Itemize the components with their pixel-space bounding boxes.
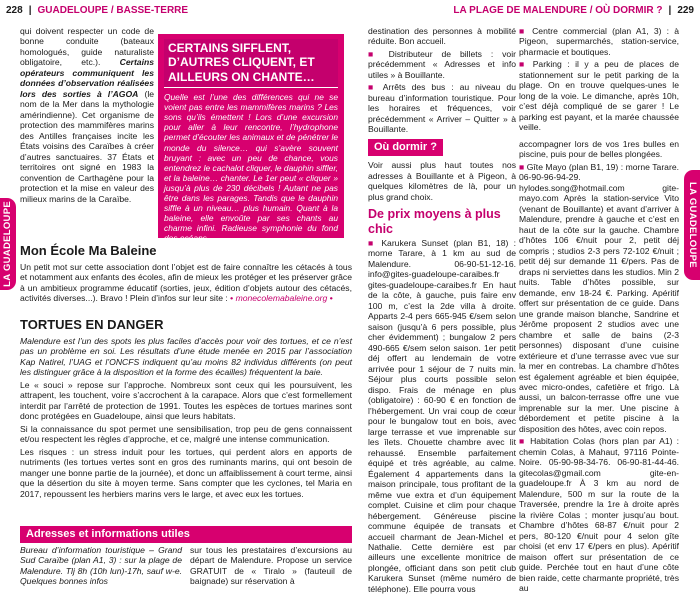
ecole-link[interactable]: monecolemabaleine.org	[235, 293, 328, 304]
right-page-title: LA PLAGE DE MALENDURE / OÙ DORMIR ?	[453, 4, 663, 16]
adresses-columns	[20, 545, 352, 587]
ecole-title: Mon École Ma Baleine	[20, 243, 157, 258]
dormir-intro: Voir aussi plus haut toutes nos adresses à Bouillante et à Pigeon, à quelques kilomètres de là, pour un plus grand choix.	[368, 160, 516, 202]
karukera-entry: ■ Karukera Sunset (plan B1, 18) : morne Tarare, à 1 km au sud de Malendure. 06-90-51-12-16. info@gites-guadeloupe-caraibes.fr gites-guadeloupe-caraibes.fr En haut de la côte, à gauche, puis faire env 100 m, c’est la 2de villa à droite. Apparts 2-4 pers 665-945 €/sem selon saison (jusqu’à 6 pers possible, plus cher évidemment) ; bungalow 2 pers 490-665 €/sem selon saison. 1er petit déj offert au lendemain de votre arrivée pour 1 séjour de 7 nuits min. Séjour plus courts possible selon dispo. Frais de ménage en plus (obligatoire) : 60-90 € en fonction de l’hébergement. Un vrai coup de cœur pour le bungalow tout en bois, avec large terrasse et vue imprenable sur les îlets. Chouette chambre avec lit rehaussé. Ensemble parfaitement équipé et très agréable, au calme. Également 4 appartements dans la maison principale, tous profitant de la même vue extra et d’un équipement complet. Cuisine et clim pour chaque hébergement. Généreuse piscine commune équipée de transats et accueil charmant de Jean-Michel et Nathalie. Cette dernière est par ailleurs une excellente monitrice de plongée, officiant dans son petit club Karukera Sunset (même numéro de téléphone). Elle pourra vous	[368, 237, 516, 594]
tortues-p2: Le « souci » repose sur l’approche. Nombreux sont ceux qui les poursuivent, les attrapent, les touchent, voire s’accrochent à la carapace. Alors que c’est formellement interdit par l’arrêté de protection de 1991. Toutes les espèces de tortues marines sont donc protégées en Guadeloupe, ainsi que leurs habitats.	[20, 379, 352, 422]
box-body: Quelle est l’une des différences qui ne se voient pas entre les mammifères marins ? Les sons qu’ils émettent ! Lors d’une excursion pour aller à leur rencontre, l’hydrophone permet d’écouter les animaux et de pénétrer le monde du silence… qui s’avère souvent bruyant : avec un peu de chance, vous entendrez le cachalot cliquer, le dauphin siffler, et la baleine… chanter. Le 1er peut « cliquer » jusqu’à plus de 230 décibels ! Autant ne pas être dans les parages. Tandis que le dauphin siffle à un niveau… plus humain. Quant à la baleine, elle envoûte par ses chants au charme infini. Radieuse symphonie du fond des océans.	[164, 92, 338, 244]
pmr-text: destination des personnes à mobilité réduite. Bon accueil.	[368, 26, 516, 47]
right-page-header	[453, 0, 694, 22]
left-page-title: GUADELOUPE / BASSE-TERRE	[37, 4, 189, 16]
left-page-header	[6, 0, 188, 22]
dormir-band: Où dormir ?	[368, 139, 443, 156]
left-side-tab: LA GUADELOUPE	[0, 198, 16, 290]
right-side-tab: LA GUADELOUPE	[684, 170, 700, 280]
left-page-number: 228	[6, 4, 23, 16]
intro-text: qui doivent respecter un code de bonne conduite (bateaux homologués, guide naturaliste obligatoire, etc.). Certains opérateurs communiquent les données d’observation réalisées lors des sorties à l’AGOA (le nom de la Mer dans la mythologie amérindienne). Cet organisme de protection des mammifères marins des Antilles françaises incite les États voisins des Caraïbes à créer d’autres sanctuaires. 37 États et territoires ont signé en 1983 la convention de Carthagène pour la protection et la mise en valeur des milieux marins de la Caraïbe.	[20, 26, 155, 204]
right-page-number: 229	[677, 4, 694, 16]
parking-text: ■ Parking : il y a peu de places de stationnement sur le petit parking de la plage. On en trouve quelques-unes le long de la voie. Le dimanche, après 10h, c’est déjà compliqué de se garer ! Le parking est payant, et la marée chaussée veille.	[519, 59, 679, 133]
bus-text: ■ Arrêts des bus : au niveau du bureau d’information touristique. Pour les horaires et fréquences, voir précédemment « Arriver – Quitter » à Bouillante.	[368, 82, 516, 135]
adresses-band: Adresses et informations utiles	[20, 526, 352, 543]
centre-commercial-text: ■ Centre commercial (plan A1, 3) : à Pigeon, supermarchés, station-service, pharmacie et boutiques.	[519, 26, 679, 57]
tortues-p3: Si la connaissance du spot permet une sensibilisation, trop peu de gens connaissent et/ou respectent les règles d’approche, et ce, malgré une intense communication.	[20, 423, 352, 445]
left-column-intro	[20, 26, 154, 236]
tortues-section	[20, 318, 352, 518]
tortues-title: TORTUES EN DANGER	[20, 317, 164, 332]
tortues-p1: Malendure est l’un des spots les plus faciles d’accès pour voir des tortues, et ce n’est pas un problème en soi. Les résultats d’une étude menée en 2015 par l’association Kap Natirel, l’UAG et l’ONCFS indiquent qu’au moins 82 individus différents (on peut les distinguer grâce à la disposition et la forme des écailles) fréquentent la baie.	[20, 335, 352, 378]
dormir-band-wrap	[368, 139, 516, 156]
adresses-right: sur tous les prestataires d’excursions au départ de Malendure. Propose un service GRATUIT de « Tiralo » (fauteuil de baignade) sur réservation à	[190, 545, 352, 587]
distributeur-text: ■ Distributeur de billets : voir précédemment « Adresses et info utiles » à Bouillante.	[368, 48, 516, 80]
header-separator: |	[28, 4, 32, 16]
right-column-1	[368, 26, 516, 594]
ecole-section	[20, 244, 352, 316]
prix-title: De prix moyens à plus chic	[368, 207, 501, 236]
habitation-colas-entry: ■ Habitation Colas (hors plan par A1) : chemin Colas, à Mahaut, 97116 Pointe-Noire. 05-90-98-34-76. 06-90-81-44-46. gitecolas@gmail.com gite-en-guadeloupe.fr À 3 km au nord de Malendure, 500 m sur la route de la Traversée, prendre la 1re à droite après la rivière Colas ; monter jusqu’au bout. Chambre d’hôtes 68-87 €/nuit pour 2 pers, 80-120 €/nuit pour 4 selon gîte choisi (et env 17 €/pers en plus). Apéritif maison offert sur présentation de ce guide. Perchée tout en haut d’une côte bien raide, cette charmante propriété, très au	[519, 436, 679, 594]
header-separator: |	[668, 4, 672, 16]
adresses-band-wrap	[20, 526, 352, 543]
whale-sounds-box	[158, 34, 344, 244]
karukera-continued: accompagner lors de vos 1res bulles en piscine, puis pour de belles plongées.	[519, 138, 679, 160]
right-column-2	[519, 26, 679, 594]
tortues-p4: Les risques : un stress induit pour les tortues, qui perdent alors en apports de nutriments (les tortues vertes sont en gros des ruminants marins, qui ont besoin de manger une bonne partie de la journée), et donc un affaiblissement à court terme, ainsi que la désertion du site à moyen terme. Sans compter que les cyclones, tel Maria en 2017, repoussent les herbiers marins vers le large, et avec eux les tortues.	[20, 446, 352, 499]
box-title: CERTAINS SIFFLENT, D’AUTRES CLIQUENT, ET AILLEURS ON CHANTE…	[164, 39, 338, 88]
gite-mayo-entry: ■ Gîte Mayo (plan B1, 19) : morne Tarare. 06-90-96-94-29. hylodes.song@hotmail.com gite-mayo.com Après la station-service Vito (venant de Bouillante) et avant d’arriver à Malendure, prendre à gauche et c’est en haut de la côte sur la gauche. Chambre d’hôtes 106 €/nuit pour 2, petit déj compris ; studios 2-3 pers 72-102 €/nuit ; petit déj sur demande 11 €/pers. Pas de draps ni serviettes dans les studios. Min 2 nuits. Table d’hôtes possible, sur demande, env 18-24 €. Parking. Apéritif offert sur présentation de ce guide. Dans une grande maison blanche, Sandrine et Jérôme proposent 2 studios avec une chambre et salle de bains (2-3 personnes) disposant d’une cuisine extérieure et d’une terrasse avec vue sur la mer en contrebas. La chambre d’hôtes est également agréable et bien équipée, avec micro-ondes, cafetière et frigo. Là aussi, un balcon-terrasse offre une vue imprenable sur la mer. Une piscine à débordement et petite piscine à la disposition des hôtes, avec coin repos.	[519, 161, 679, 434]
ecole-body: Un petit mot sur cette association dont l’objet est de faire connaître les cétacés à tous et notamment aux enfants des écoles, afin de mieux les protéger et les préserver grâce à un ambitieux programme éducatif (sorties, jeux, édition d’objets autour des cétacés, activités diverses...). Bravo ! Plein d’infos sur leur site : • monecolemabaleine.org •	[20, 261, 352, 304]
adresses-left: Bureau d’information touristique – Grand Sud Caraïbe (plan A1, 3) : sur la plage de Malendure. Tlj 8h (10h lun)-17h, sauf w-e. Quelques bonnes infos	[20, 545, 182, 587]
